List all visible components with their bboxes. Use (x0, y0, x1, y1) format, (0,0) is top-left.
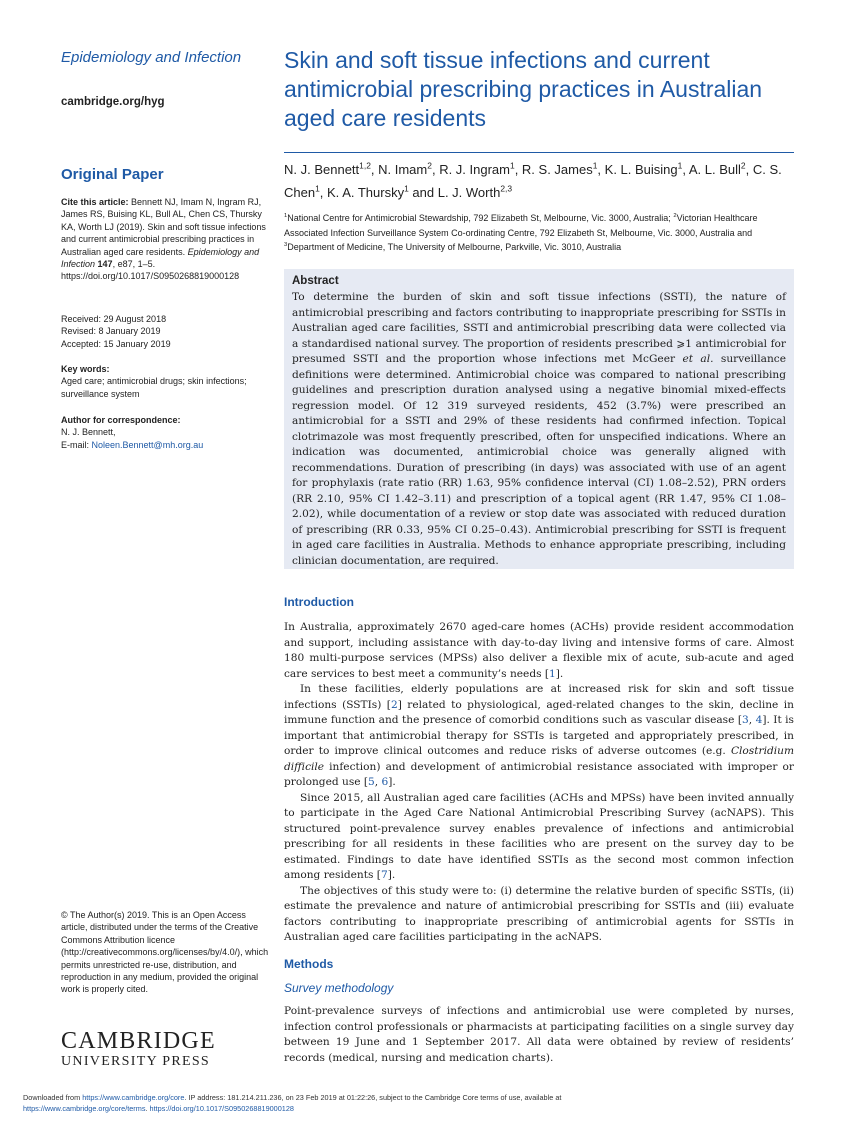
author-list: N. J. Bennett$^{1,2}$, N. Imam$^2$, R. J. Ingram$^1$, R. S. James$^1$, K. L. Buising$^1$, A. L. Bull$^2$, C. S. Chen$^1$, K. A. Thursky$^1$ and L. J. Worth$^{2,3}$ (284, 160, 782, 200)
keywords-label: Key words: (61, 364, 110, 374)
received-date: Received: 29 August 2018 (61, 314, 167, 324)
author: N. Imam$^2$ (378, 160, 432, 177)
footer-core-link[interactable]: https://www.cambridge.org/core (82, 1093, 185, 1102)
citation-journal: Epidemiology and Infection (61, 246, 260, 270)
revised-date: Revised: 8 January 2019 (61, 326, 161, 337)
methods-paragraph-1: Point-prevalence surveys of infections and antimicrobial use were completed by nurses, infection control professionals or pharmacists at participating facilities on a single survey day between 19 June and 1 September 2017. All data were obtained by review of residents’ records (medical, nursing and medication charts). (284, 1005, 794, 1064)
author: A. L. Bull$^2$ (688, 160, 746, 177)
citation-volume: 147 (97, 259, 113, 270)
accepted-date: Accepted: 15 January 2019 (61, 338, 171, 349)
publisher-logo-line1: CAMBRIDGE (61, 1028, 216, 1054)
author: K. A. Thursky$^1$ (327, 183, 409, 200)
introduction-heading: Introduction (284, 595, 354, 609)
abstract-box (284, 269, 794, 569)
reference-link[interactable]: 3 (741, 714, 749, 726)
affiliations (284, 211, 796, 255)
author: R. S. James$^1$ (521, 160, 598, 177)
license-notice: © The Author(s) 2019. This is an Open Access article, distributed under the terms of the Creative Commons Attribution licence (http://creativecommons.org/licenses/by/4.0/), which permits unrestricted re-use, distribution, and reproduction in any medium, provided the original work is properly cited. (61, 910, 269, 995)
reference-link[interactable]: 6 (381, 776, 389, 788)
publisher-logo (61, 1029, 221, 1070)
author: K. L. Buising$^1$ (604, 160, 683, 177)
correspondence-name: N. J. Bennett, (61, 427, 116, 438)
author: R. J. Ingram$^1$ (439, 160, 515, 177)
citation-label: Cite this article: (61, 197, 129, 207)
survey-methodology-heading: Survey methodology (284, 981, 394, 995)
abstract-heading: Abstract (292, 275, 339, 287)
introduction-body (284, 620, 794, 946)
reference-link[interactable]: 5 (368, 776, 375, 788)
keywords-text: Aged care; antimicrobial drugs; skin infections; surveillance system (61, 376, 247, 399)
methods-body (284, 1004, 794, 1066)
citation-pages: , e87, 1–5. https://doi.org/10.1017/S0950268819000128 (61, 259, 240, 282)
reference-link[interactable]: 7 (380, 869, 388, 881)
title-divider (284, 152, 794, 153)
journal-url[interactable]: cambridge.org/hyg (61, 96, 165, 108)
footer-terms-link[interactable]: https://www.cambridge.org/core/terms (23, 1104, 146, 1113)
reference-link[interactable]: 2 (390, 698, 398, 711)
intro-paragraph-1: In Australia, approximately 2670 aged-care homes (ACHs) provide resident accommodation and support, including assistance with day-to-day living and intensive forms of care. Almost 180 multi-purpose services (MPSs) also deliver a flexible mix of acute, sub-acute and aged care services to best meet a community’s needs [1]. (284, 621, 794, 680)
author: C. S. Chen$^1$ (284, 162, 782, 200)
journal-name: Epidemiology and Infection (61, 49, 242, 66)
reference-link[interactable]: 1 (549, 667, 556, 680)
email-link[interactable]: Noleen.Bennett@mh.org.au (91, 439, 204, 450)
dates-block (61, 313, 266, 350)
keywords-block (61, 363, 266, 400)
author: N. J. Bennett$^{1,2}$ (284, 160, 371, 177)
affiliation: $^3$Department of Medicine, The University of Melbourne, Parkville, Vic. 3010, Australia (284, 242, 622, 252)
article-title: Skin and soft tissue infections and current antimicrobial prescribing practices in Australian aged care residents (284, 47, 763, 131)
download-footer: Downloaded from https://www.cambridge.org/core. IP address: 181.214.211.236, on 23 Feb 2019 at 01:22:26, subject to the Cambridge Core terms of use, available at https://www.cambridge.org/core/terms. https://doi.org/10.1017/S0950268819000128 (23, 1093, 562, 1113)
email-label: E-mail: (61, 439, 92, 450)
intro-paragraph-3: Since 2015, all Australian aged care facilities (ACHs and MPSs) have been invited annually to participate in the Aged Care National Antimicrobial Prescribing Survey (acNAPS). This structured point-prevalence survey enables prevalence of infections and antimicrobial prescribing for all residents in these facilities who are present on the survey day to be estimated. Findings to date have identified SSTIs as the second most common infection among residents [7]. (284, 791, 794, 881)
author: L. J. Worth$^{2,3}$ (437, 183, 513, 200)
intro-paragraph-4: The objectives of this study were to: (i) determine the relative burden of specific SSTIs, (ii) estimate the prevalence and nature of antimicrobial prescribing for SSTIs and (iii) evaluate factors contributing to inappropriate prescribing of antimicrobial agents for SSTIs in Australian aged care facilities participating in the acNAPS. (284, 884, 794, 943)
affiliation: $^2$Victorian Healthcare Associated Infection Surveillance System Co-ordinating Centre, 792 Elizabeth St, Melbourne, Vic. 3000, Australia and (284, 213, 758, 238)
footer-doi-link[interactable]: https://doi.org/10.1017/S0950268819000128 (149, 1104, 294, 1113)
correspondence-block (61, 414, 266, 451)
citation-block (61, 196, 266, 283)
methods-heading: Methods (284, 957, 334, 971)
article-type: Original Paper (61, 166, 164, 183)
affiliation: $^1$National Centre for Antimicrobial Stewardship, 792 Elizabeth St, Melbourne, Vic. 3000, Australia; (284, 213, 674, 223)
citation-text: Bennett NJ, Imam N, Ingram RJ, James RS, Buising KL, Bull AL, Chen CS, Thursky KA, Worth LJ (2019). Skin and soft tissue infections and current antimicrobial prescribing practices in Australian aged care residents. (61, 197, 266, 257)
intro-paragraph-2: In these facilities, elderly populations are at increased risk for skin and soft tissue infections (SSTIs) [2] related to physiological, aged-related changes to the skin, decline in immune function and the presence of comorbid conditions such as vascular disease [3, 4]. It is important that antimicrobial therapy for SSTIs is targeted and appropriately prescribed, in order to improve clinical outcomes and reduce risks of adverse outcomes (e.g. Clostridium difficile infection) and development of antimicrobial resistance associated with improper or prolonged use [5, 6]. (284, 683, 794, 788)
publisher-logo-line2: UNIVERSITY PRESS (61, 1054, 211, 1069)
abstract-text: To determine the burden of skin and soft tissue infections (SSTI), the nature of antimicrobial prescribing and factors contributing to inappropriate prescribing for SSTIs in Australian aged care facilities, SSTI and antimicrobial prescribing data were collected via a standardised national survey. The proportion of residents prescribed ⩾1 antimicrobial for presumed SSTI and the proportion whose infections met McGeer et al. surveillance definitions were determined. Antimicrobial choice was compared to national prescribing guidelines and prescription duration analysed using a negative binomial mixed-effects regression model. Of 12 319 surveyed residents, 452 (3.7%) were prescribed an antimicrobial for a SSTI and 29% of these residents had confirmed infection. Topical clotrimazole was most frequently prescribed, often for unspecified indications. Where an indication was documented, antimicrobial choice was generally aligned with recommendations. Duration of prescribing (in days) was associated with use of an agent for prophylaxis (rate ratio (RR) 1.63, 95% confidence interval (CI) 1.08–2.52), PRN orders (RR 2.10, 95% CI 1.42–3.11) and prescription of a topical agent (RR 1.47, 95% CI 1.08–2.02), while documentation of a review or stop date was associated with reduced duration of prescribing (RR 0.33, 95% CI 0.25–0.43). Antimicrobial prescribing for SSTI is frequent in aged care facilities in Australia. Methods to enhance appropriate prescribing, including clinician documentation, are required. (292, 291, 786, 567)
reference-link[interactable]: 4 (755, 714, 763, 726)
correspondence-label: Author for correspondence: (61, 415, 181, 425)
